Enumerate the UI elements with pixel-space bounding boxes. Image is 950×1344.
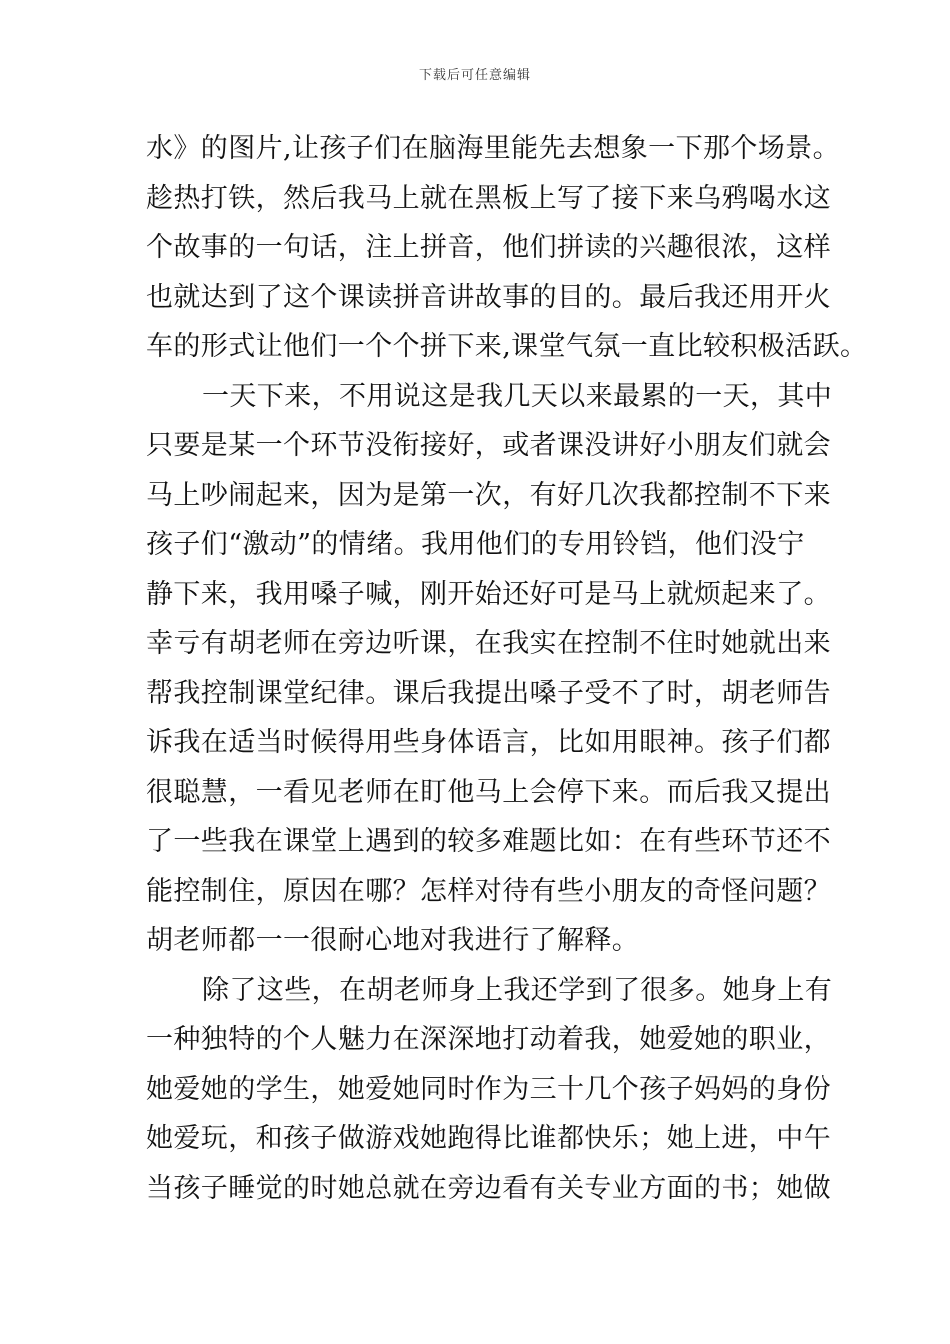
text-line: 了一些我在课堂上遇到的较多难题比如：在有些环节还不	[146, 826, 831, 857]
text-line: 她爱她的学生，她爱她同时作为三十几个孩子妈妈的身份	[146, 1073, 831, 1105]
text-line: 除了这些，在胡老师身上我还学到了很多。她身上有	[202, 974, 833, 1006]
text-line: 一天下来，不用说这是我几天以来最累的一天，其中	[202, 380, 833, 412]
text-line: 能控制住，原因在哪？怎样对待有些小朋友的奇怪问题？	[146, 875, 831, 907]
text-line: 当孩子睡觉的时她总就在旁边看有关专业方面的书；她做	[146, 1172, 831, 1204]
text-line: 趁热打铁，然后我马上就在黑板上写了接下来乌鸦喝水这	[146, 182, 831, 214]
text-line: 车的形式让他们一个个拼下来,课堂气氛一直比较积极活跃。	[146, 331, 868, 362]
text-line: 马上吵闹起来，因为是第一次，有好几次我都控制不下来	[146, 479, 831, 511]
text-line: 胡老师都一一很耐心地对我进行了解释。	[146, 925, 640, 956]
body-text	[146, 124, 868, 1213]
text-line: 个故事的一句话，注上拼音，他们拼读的兴趣很浓，这样	[146, 232, 831, 263]
text-line: 水》的图片,让孩子们在脑海里能先去想象一下那个场景。	[146, 133, 840, 164]
text-line: 也就达到了这个课读拼音讲故事的目的。最后我还用开火	[146, 281, 831, 313]
text-line: 帮我控制课堂纪律。课后我提出嗓子受不了时，胡老师告	[146, 677, 831, 709]
text-line: 静下来，我用嗓子喊，刚开始还好可是马上就烦起来了。	[146, 578, 831, 610]
text-line: 很聪慧，一看见老师在盯他马上会停下来。而后我又提出	[146, 776, 831, 808]
text-line: 一种独特的个人魅力在深深地打动着我，她爱她的职业，	[146, 1024, 831, 1055]
text-line: 她爱玩，和孩子做游戏她跑得比谁都快乐；她上进，中午	[146, 1123, 831, 1154]
text-line: 孩子们“激动”的情绪。我用他们的专用铃铛，他们没宁	[146, 529, 805, 560]
page-header: 下载后可任意编辑	[418, 68, 531, 83]
text-line: 只要是某一个环节没衔接好，或者课没讲好小朋友们就会	[146, 430, 831, 461]
text-line: 诉我在适当时候得用些身体语言，比如用眼神。孩子们都	[146, 727, 831, 758]
text-line: 幸亏有胡老师在旁边听课，在我实在控制不住时她就出来	[146, 628, 831, 659]
